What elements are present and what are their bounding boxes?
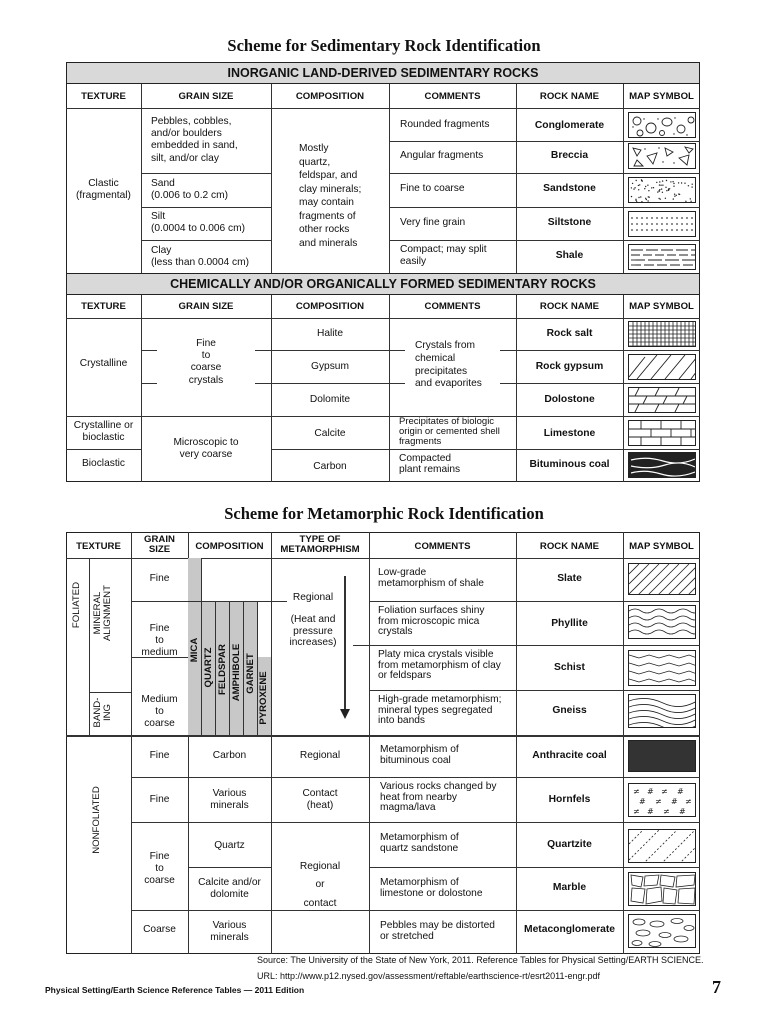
comment-anthracite: Metamorphism of bituminous coal	[380, 744, 459, 767]
foliated-label: FOLIATED	[71, 581, 82, 629]
rock-gypsum: Rock gypsum	[535, 361, 604, 372]
header-grain-size: GRAIN SIZE	[178, 91, 234, 102]
meta-header-map-symbol: MAP SYMBOL	[629, 541, 694, 552]
sandstone-symbol	[628, 177, 696, 203]
comment-phyllite: Foliation surfaces shiny from microscopic mica crystals	[378, 605, 485, 638]
svg-text:≠: ≠	[633, 807, 640, 816]
gneiss-symbol	[628, 694, 696, 728]
dolostone-symbol	[628, 387, 696, 413]
comp-calcite: Calcite	[314, 428, 346, 439]
grain-coarse: Coarse	[143, 924, 176, 935]
grain-fine-coarse: Fine to coarse	[144, 851, 175, 887]
edition-footer: Physical Setting/Earth Science Reference Tables — 2011 Edition	[45, 985, 305, 995]
grain-fine-hornfels: Fine	[149, 794, 170, 805]
metaconglomerate-symbol	[628, 914, 696, 948]
pressure-arrow-shaft	[344, 576, 346, 714]
comment-evaporites: Crystals from chemical precipitates and evaporites	[415, 340, 482, 390]
header-map-symbol-2: MAP SYMBOL	[629, 301, 694, 312]
regional-type: Regional (Heat and pressure increases)	[289, 592, 337, 648]
comment-metaconglomerate: Pebbles may be distorted or stretched	[380, 920, 495, 943]
rock-dolostone: Dolostone	[544, 394, 595, 405]
comment-angular: Angular fragments	[400, 150, 484, 161]
page-number: 7	[712, 977, 721, 997]
header-composition-2: COMPOSITION	[295, 301, 365, 312]
type-contact: Contact (heat)	[302, 788, 338, 812]
inorganic-band: INORGANIC LAND-DERIVED SEDIMENTARY ROCKS	[66, 62, 700, 84]
header-rock-name-2: ROCK NAME	[539, 301, 600, 312]
mineral-garnet: GARNET	[245, 653, 256, 694]
rock-sandstone: Sandstone	[543, 183, 596, 194]
grain-fine-coarse-crystals: Fine to coarse crystals	[188, 338, 224, 386]
clastic-texture: Clastic (fragmental)	[76, 178, 131, 202]
type-regional-contact: Regional or contact	[299, 861, 341, 909]
svg-text:≠: ≠	[663, 807, 670, 816]
texture-crystalline: Crystalline	[79, 358, 128, 369]
svg-text:#: #	[647, 787, 654, 796]
svg-text:#: #	[639, 797, 646, 806]
rock-schist: Schist	[554, 662, 585, 673]
hornfels-symbol	[628, 783, 696, 817]
metamorphic-title: Scheme for Metamorphic Rock Identification	[224, 504, 544, 523]
svg-text:≠: ≠	[661, 787, 668, 796]
nonfoliated-label: NONFOLIATED	[91, 786, 102, 854]
mineral-pyroxene: PYROXENE	[258, 671, 269, 725]
banding-label: BAND- ING	[92, 697, 114, 728]
rock-limestone: Limestone	[543, 428, 596, 439]
header-comments-2: COMMENTS	[424, 301, 481, 312]
rock-metaconglomerate: Metaconglomerate	[524, 924, 615, 935]
header-texture-2: TEXTURE	[81, 301, 126, 312]
comment-quartzite: Metamorphism of quartz sandstone	[380, 832, 459, 855]
rock-slate: Slate	[557, 573, 582, 584]
chemical-band: CHEMICALLY AND/OR ORGANICALLY FORMED SEDIMENTARY ROCKS	[66, 273, 700, 295]
type-regional: Regional	[299, 750, 341, 761]
svg-text:≠: ≠	[633, 787, 640, 796]
sedimentary-title: Scheme for Sedimentary Rock Identification	[227, 36, 541, 55]
svg-text:#: #	[677, 787, 684, 796]
svg-text:≠: ≠	[655, 797, 662, 806]
rock-bituminous-coal: Bituminous coal	[529, 459, 610, 470]
bituminous-coal-symbol	[628, 452, 696, 478]
rock-salt-symbol	[628, 321, 696, 347]
header-grain-size-2: GRAIN SIZE	[178, 301, 234, 312]
header-comments: COMMENTS	[424, 91, 481, 102]
meta-header-grain-size: GRAIN SIZE	[144, 534, 175, 556]
header-map-symbol: MAP SYMBOL	[629, 91, 694, 102]
meta-header-texture: TEXTURE	[76, 541, 121, 552]
slate-symbol	[628, 563, 696, 595]
texture-crystalline-bioclastic: Crystalline or bioclastic	[73, 420, 134, 444]
rock-hornfels: Hornfels	[548, 794, 591, 805]
svg-text:#: #	[679, 807, 686, 816]
mineral-alignment-label: MINERAL ALIGNMENT	[92, 585, 114, 641]
comp-various-meta: Various minerals	[210, 920, 249, 944]
rock-gypsum-symbol	[628, 354, 696, 380]
meta-header-type: TYPE OF METAMORPHISM	[280, 534, 360, 556]
comment-schist: Platy mica crystals visible from metamorphism of clay or feldspars	[378, 649, 501, 682]
grain-fine-medium: Fine to medium	[141, 623, 178, 659]
comment-very-fine: Very fine grain	[400, 217, 466, 228]
marble-symbol	[628, 872, 696, 906]
source-url[interactable]: URL: http://www.p12.nysed.gov/assessment/reftable/earthscience-rt/esrt2011-engr.pdf	[257, 971, 601, 981]
mineral-amphibole: AMPHIBOLE	[231, 643, 242, 702]
grain-sand: Sand (0.006 to 0.2 cm)	[151, 178, 229, 202]
comment-rounded: Rounded fragments	[400, 119, 490, 130]
shale-symbol	[628, 244, 696, 270]
limestone-symbol	[628, 420, 696, 446]
rock-conglomerate: Conglomerate	[534, 120, 605, 131]
comp-dolomite: Dolomite	[309, 394, 351, 405]
grain-microscopic: Microscopic to very coarse	[173, 437, 239, 461]
rock-quartzite: Quartzite	[547, 839, 592, 850]
texture-bioclastic: Bioclastic	[81, 458, 126, 469]
comment-marble: Metamorphism of limestone or dolostone	[380, 877, 483, 900]
mineral-feldspar: FELDSPAR	[217, 644, 228, 695]
comment-biologic: Precipitates of biologic origin or cemented shell fragments	[399, 416, 500, 447]
grain-pebbles: Pebbles, cobbles, and/or boulders embedded in sand, silt, and/or clay	[151, 116, 238, 164]
comp-carbon-meta: Carbon	[212, 750, 247, 761]
header-rock-name: ROCK NAME	[539, 91, 600, 102]
rock-anthracite: Anthracite coal	[532, 750, 607, 761]
meta-header-comments: COMMENTS	[414, 541, 471, 552]
grain-fine-anthracite: Fine	[149, 750, 170, 761]
rock-marble: Marble	[552, 882, 587, 893]
breccia-symbol	[628, 143, 696, 169]
pressure-arrow-head	[340, 709, 350, 719]
mineral-quartz: QUARTZ	[203, 647, 214, 688]
comp-quartz: Quartz	[214, 840, 245, 851]
conglomerate-symbol	[628, 112, 696, 138]
comment-fine-coarse: Fine to coarse	[400, 183, 465, 194]
svg-text:#: #	[647, 807, 654, 816]
grain-medium-coarse: Medium to coarse	[141, 694, 178, 730]
header-composition: COMPOSITION	[295, 91, 365, 102]
rock-phyllite: Phyllite	[551, 618, 588, 629]
rock-siltstone: Siltstone	[547, 217, 592, 228]
grain-clay: Clay (less than 0.0004 cm)	[151, 245, 249, 269]
quartzite-symbol	[628, 829, 696, 863]
anthracite-symbol	[628, 740, 696, 772]
grain-silt: Silt (0.0004 to 0.006 cm)	[151, 211, 246, 235]
comment-plant-remains: Compacted plant remains	[399, 453, 461, 476]
comp-halite: Halite	[316, 328, 344, 339]
comp-gypsum: Gypsum	[311, 361, 349, 372]
rock-breccia: Breccia	[550, 150, 589, 161]
grain-fine-slate: Fine	[149, 573, 170, 584]
comment-hornfels: Various rocks changed by heat from nearby magma/lava	[380, 781, 497, 814]
comment-slate: Low-grade metamorphism of shale	[378, 567, 484, 590]
rock-gneiss: Gneiss	[552, 705, 587, 716]
siltstone-symbol	[628, 211, 696, 237]
source-citation: Source: The University of the State of New York, 2011. Reference Tables for Physical Setting/EARTH SCIENCE.	[257, 955, 704, 965]
phyllite-symbol	[628, 605, 696, 639]
svg-text:#: #	[671, 797, 678, 806]
comp-carbon: Carbon	[313, 461, 347, 472]
comment-gneiss: High-grade metamorphism; mineral types segregated into bands	[378, 694, 502, 727]
inorganic-composition: Mostly quartz, feldspar, and clay minerals; may contain fragments of other rocks and minerals	[299, 143, 362, 249]
comp-various-hornfels: Various minerals	[210, 788, 249, 812]
rock-shale: Shale	[555, 250, 584, 261]
comp-calcite-dolomite: Calcite and/or dolomite	[198, 877, 261, 901]
meta-header-composition: COMPOSITION	[195, 541, 264, 552]
comment-compact: Compact; may split easily	[400, 244, 487, 268]
mineral-mica: MICA	[189, 637, 200, 663]
schist-symbol	[628, 650, 696, 686]
meta-header-rock-name: ROCK NAME	[539, 541, 600, 552]
rock-salt: Rock salt	[546, 328, 593, 339]
svg-text:≠: ≠	[685, 797, 692, 806]
header-texture: TEXTURE	[81, 91, 126, 102]
